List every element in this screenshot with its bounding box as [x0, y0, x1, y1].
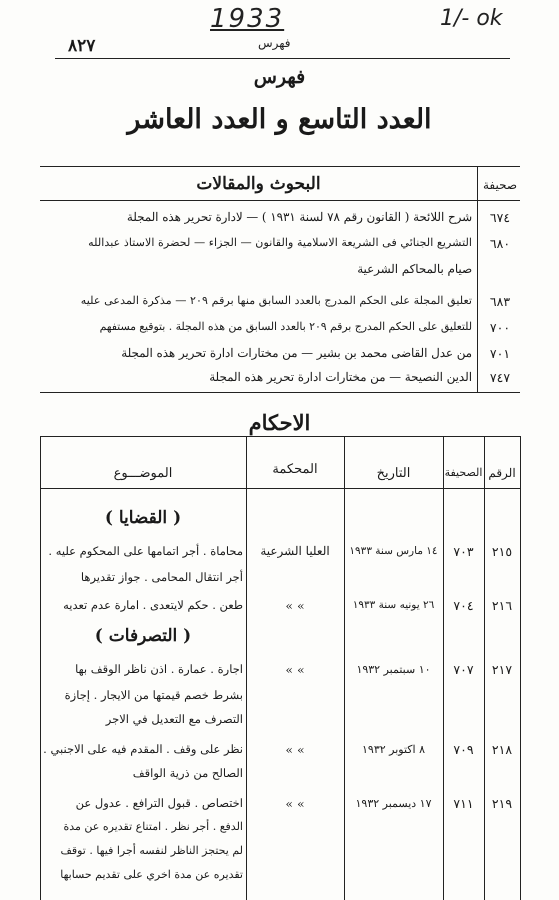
article-page: ٦٧٤	[489, 210, 511, 225]
handwritten-reference: 1/- ok	[440, 6, 503, 31]
ruling-page: ٧٠٤	[453, 598, 474, 613]
ruling-subject: اختصاص . قبول الترافع . عدول عن	[75, 796, 243, 810]
ruling-number: ٢١٥	[491, 544, 513, 559]
articles-header-title: البحوث والمقالات	[196, 174, 321, 194]
article-page: ٦٨٠	[489, 236, 511, 251]
header-number: الرقم	[488, 466, 516, 480]
rulings-section-title: الاحكام	[248, 410, 311, 435]
ruling-number: ٢١٧	[491, 662, 513, 677]
ruling-page: ٧٠٣	[453, 544, 474, 559]
handwritten-sub: فهرس	[258, 36, 291, 50]
rulings-header-border	[40, 488, 520, 489]
ruling-subject-cont: أجر انتقال المحامى . جواز تقديرها	[80, 570, 243, 584]
top-rule	[55, 58, 510, 59]
header-subject: الموضـــوع	[113, 466, 173, 481]
issue-title: العدد التاسع و العدد العاشر	[127, 104, 432, 135]
ruling-court: العليا الشرعية	[260, 544, 330, 558]
articles-top-border	[40, 166, 520, 167]
dispositions-heading: ( التصرفات )	[94, 626, 192, 646]
ruling-date: ٨ اكتوبر ١٩٣٢	[362, 743, 425, 756]
rulings-top-border	[40, 436, 520, 437]
ruling-subject: محاماة . أجر اتمامها على المحكوم عليه .	[48, 544, 243, 558]
article-page: ٧٠٠	[489, 320, 511, 335]
ruling-subject-cont: التصرف مع التعديل في الاجر	[105, 712, 243, 726]
article-page: ٧٠١	[489, 346, 511, 361]
index-title: فهرس	[253, 66, 306, 88]
article-title-cont: صيام بالمحاكم الشرعية	[357, 262, 472, 276]
article-page: ٦٨٣	[489, 294, 511, 309]
handwritten-year: 1933	[210, 4, 285, 34]
ruling-date: ١٠ سبتمبر ١٩٣٢	[356, 663, 431, 676]
ruling-court: « «	[285, 662, 305, 677]
ruling-page: ٧٠٩	[453, 742, 474, 757]
ruling-number: ٢١٩	[491, 796, 513, 811]
ruling-subject-cont: الصالح من ذرية الواقف	[132, 766, 243, 780]
rulings-col-border	[40, 436, 41, 900]
article-title: شرح اللائحة ( القانون رقم ٧٨ لسنة ١٩٣١ ) — لادارة تحرير هذه المجلة	[126, 210, 472, 224]
ruling-date: ١٧ ديسمبر ١٩٣٢	[355, 797, 432, 810]
ruling-court: « «	[285, 598, 305, 613]
ruling-subject-cont: الدفع . أجر نظر . امتناع تقديره عن مدة	[63, 820, 243, 833]
article-title: للتعليق على الحكم المدرج برقم ٢٠٩ بالعدد السابق من هذه المجلة . بتوقيع مستفهم	[99, 320, 472, 333]
articles-header-page: صحيفة	[482, 178, 518, 192]
header-date: التاريخ	[376, 466, 411, 481]
ruling-subject-cont: تقديره عن مدة اخري على تقديم حسابها	[60, 868, 243, 881]
article-title: من عدل القاضى محمد بن بشير — من مختارات ادارة تحرير هذه المجلة	[121, 346, 472, 360]
ruling-date: ٢٦ يونيه سنة ١٩٣٣	[352, 599, 435, 611]
ruling-page: ٧٠٧	[453, 662, 474, 677]
ruling-subject: اجارة . عمارة . اذن ناظر الوقف بها	[75, 662, 243, 676]
ruling-subject-cont: لم يحتجز الناظر لنفسه أجرا فيها . توقف	[60, 844, 243, 857]
page-number: ٨٢٧	[68, 36, 96, 56]
ruling-subject: طعن . حكم لايتعدى . امارة عدم تعديه	[63, 598, 243, 612]
articles-column-divider	[477, 166, 478, 392]
ruling-number: ٢١٨	[491, 742, 513, 757]
articles-bottom-border	[40, 392, 520, 393]
ruling-court: « «	[285, 796, 305, 811]
article-page: ٧٤٧	[489, 370, 511, 385]
ruling-subject: نظر على وقف . المقدم فيه على الاجنبي .	[43, 742, 243, 756]
rulings-col-border	[520, 436, 521, 900]
header-court: المحكمة	[272, 462, 318, 477]
header-page: الصحيفة	[444, 466, 483, 479]
ruling-date: ١٤ مارس سنة ١٩٣٣	[349, 545, 438, 557]
ruling-page: ٧١١	[453, 796, 474, 811]
ruling-court: « «	[285, 742, 305, 757]
article-title: تعليق المجلة على الحكم المدرج بالعدد السابق منها برقم ٢٠٩ — مذكرة المدعى عليه	[80, 294, 472, 307]
article-title: التشريع الجنائي فى الشريعة الاسلامية والقانون — الجزاء — لحضرة الاستاذ عبدالله	[88, 236, 472, 249]
ruling-number: ٢١٦	[491, 598, 513, 613]
article-title: الدين النصيحة — من مختارات ادارة تحرير هذه المجلة	[209, 370, 472, 384]
articles-header-border	[40, 200, 520, 201]
cases-heading: ( القضايا )	[104, 508, 182, 528]
ruling-subject-cont: بشرط خصم قيمتها من الايجار . إجازة	[64, 688, 243, 702]
